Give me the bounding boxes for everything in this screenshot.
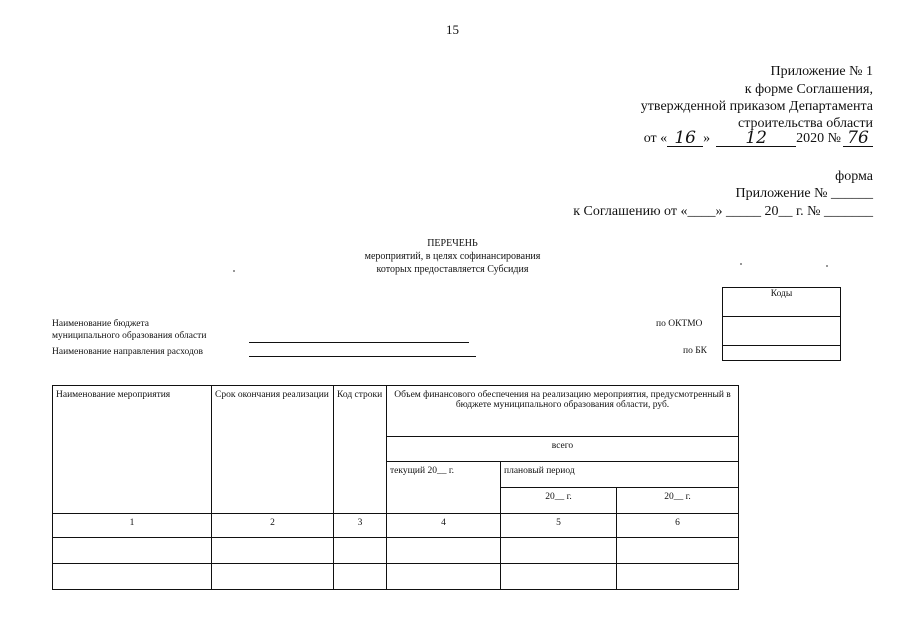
- codes-table: [722, 287, 841, 361]
- col-number-2: 2: [212, 514, 334, 538]
- measures-table: [52, 385, 739, 590]
- forma-label: форма: [835, 169, 873, 184]
- date-month-handwritten: 12: [716, 130, 796, 147]
- col-header-total: всего: [387, 437, 739, 462]
- col-header-measure: Наименование мероприятия: [53, 386, 212, 514]
- appendix-number-line: Приложение № ______: [735, 186, 873, 201]
- codes-header: Коды: [723, 288, 841, 317]
- col-number-5: 5: [501, 514, 617, 538]
- col-header-funding: Объем финансового обеспечения на реализацию мероприятия, предусмотренный в бюджете муниципального образования области, руб.: [387, 386, 739, 437]
- col-number-1: 1: [53, 514, 212, 538]
- oktmo-label: по ОКТМО: [656, 319, 703, 329]
- budget-name-line: [249, 342, 469, 343]
- col-header-planned-period: плановый период: [501, 462, 739, 488]
- budget-label-1: Наименование бюджета: [52, 319, 149, 329]
- col-number-6: 6: [617, 514, 739, 538]
- col-header-year-a: 20__ г.: [501, 488, 617, 514]
- direction-name-line: [249, 356, 476, 357]
- date-mid: »: [703, 131, 711, 146]
- appendix-line-4: строительства области: [738, 116, 873, 131]
- col-number-3: 3: [334, 514, 387, 538]
- col-header-row-code: Код строки: [334, 386, 387, 514]
- budget-label-2: муниципального образования области: [52, 331, 207, 341]
- date-prefix: от «: [643, 131, 668, 146]
- title-heading: ПЕРЕЧЕНЬ: [427, 238, 478, 249]
- agreement-line: к Соглашению от «____» _____ 20__ г. № _______: [573, 204, 873, 219]
- date-year: 2020 №: [796, 131, 841, 146]
- appendix-line-1: Приложение № 1: [770, 64, 873, 79]
- order-date: [644, 130, 873, 147]
- appendix-line-3: утвержденной приказом Департамента: [640, 99, 873, 114]
- order-number-handwritten: 76: [843, 130, 873, 147]
- title-line-3: которых предоставляется Субсидия: [376, 264, 529, 275]
- col-number-4: 4: [387, 514, 501, 538]
- date-day-handwritten: 16: [667, 130, 703, 147]
- oktmo-code-cell: [723, 317, 841, 346]
- appendix-line-2: к форме Соглашения,: [744, 82, 873, 97]
- col-header-current-year: текущий 20__ г.: [387, 462, 501, 514]
- table-row: [53, 538, 739, 564]
- col-header-year-b: 20__ г.: [617, 488, 739, 514]
- direction-label: Наименование направления расходов: [52, 347, 204, 357]
- table-row: [53, 564, 739, 590]
- title-line-2: мероприятий, в целях софинансирования: [364, 251, 541, 262]
- page-number: 15: [446, 22, 459, 37]
- bk-label: по БК: [683, 346, 708, 356]
- bk-code-cell: [723, 346, 841, 361]
- col-header-deadline: Срок окончания реализации: [212, 386, 334, 514]
